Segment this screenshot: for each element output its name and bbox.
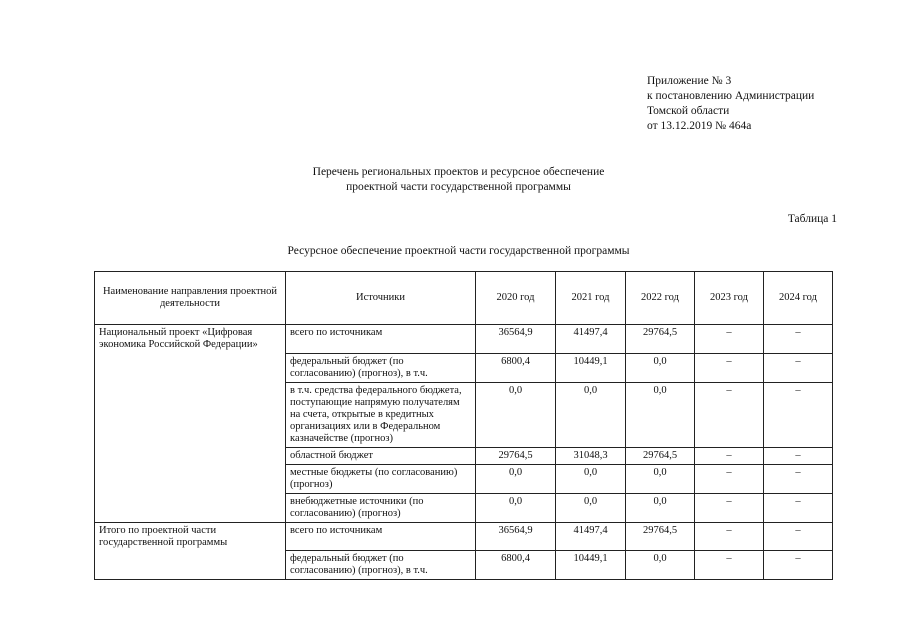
source-cell: областной бюджет [286, 447, 476, 464]
direction-cell: Национальный проект «Цифровая экономика Российской Федерации» [95, 325, 286, 354]
value-2023: – [695, 522, 764, 551]
value-2024: – [764, 325, 833, 354]
value-2021: 41497,4 [556, 522, 626, 551]
value-2020: 0,0 [476, 382, 556, 447]
value-2022: 29764,5 [626, 522, 695, 551]
value-2023: – [695, 551, 764, 580]
direction-cell-continued [95, 353, 286, 382]
direction-cell-continued [95, 493, 286, 522]
value-2024: – [764, 353, 833, 382]
heading-line: Перечень региональных проектов и ресурсное обеспечение [312, 166, 605, 178]
appendix-header [647, 74, 814, 134]
value-2021: 10449,1 [556, 353, 626, 382]
heading-line: проектной части государственной программы [346, 181, 571, 193]
value-2021: 41497,4 [556, 325, 626, 354]
value-2021: 31048,3 [556, 447, 626, 464]
table-title-text: Ресурсное обеспечение проектной части государственной программы [287, 245, 630, 257]
appendix-line: Томской области [647, 105, 730, 117]
source-cell: всего по источникам [286, 522, 476, 551]
value-2020: 6800,4 [476, 551, 556, 580]
source-cell: внебюджетные источники (по согласованию) (прогноз) [286, 493, 476, 522]
value-2024: – [764, 493, 833, 522]
source-cell: федеральный бюджет (по согласованию) (прогноз), в т.ч. [286, 353, 476, 382]
value-2022: 0,0 [626, 493, 695, 522]
header-direction: Наименование направления проектной деятельности [95, 272, 286, 325]
value-2022: 29764,5 [626, 325, 695, 354]
header-2021: 2021 год [556, 272, 626, 325]
value-2023: – [695, 382, 764, 447]
value-2022: 0,0 [626, 353, 695, 382]
value-2022: 0,0 [626, 464, 695, 493]
value-2022: 0,0 [626, 382, 695, 447]
value-2023: – [695, 353, 764, 382]
value-2020: 36564,9 [476, 522, 556, 551]
value-2021: 0,0 [556, 493, 626, 522]
header-2023: 2023 год [695, 272, 764, 325]
source-cell: местные бюджеты (по согласованию) (прогноз) [286, 464, 476, 493]
table-header-row [95, 272, 833, 325]
table-row [95, 382, 833, 447]
direction-cell: Итого по проектной части государственной программы [95, 522, 286, 551]
table-number: Таблица 1 [787, 213, 837, 225]
direction-cell-continued [95, 551, 286, 580]
value-2020: 29764,5 [476, 447, 556, 464]
value-2020: 0,0 [476, 464, 556, 493]
table-row [95, 522, 833, 551]
value-2024: – [764, 447, 833, 464]
header-2022: 2022 год [626, 272, 695, 325]
table-row [95, 353, 833, 382]
value-2020: 6800,4 [476, 353, 556, 382]
direction-cell-continued [95, 447, 286, 464]
value-2024: – [764, 464, 833, 493]
appendix-line: к постановлению Администрации [647, 90, 815, 102]
value-2020: 0,0 [476, 493, 556, 522]
header-sources: Источники [286, 272, 476, 325]
value-2024: – [764, 522, 833, 551]
appendix-line: Приложение № 3 [647, 75, 732, 87]
resources-table [94, 271, 833, 580]
value-2024: – [764, 551, 833, 580]
table-row [95, 447, 833, 464]
source-cell: в т.ч. средства федерального бюджета, поступающие напрямую получателям на счета, открытые в кредитных организациях или в Федеральном казначействе (прогноз) [286, 382, 476, 447]
value-2022: 0,0 [626, 551, 695, 580]
value-2021: 0,0 [556, 464, 626, 493]
table-title [0, 244, 905, 259]
source-cell: федеральный бюджет (по согласованию) (прогноз), в т.ч. [286, 551, 476, 580]
value-2021: 10449,1 [556, 551, 626, 580]
value-2023: – [695, 464, 764, 493]
table-row [95, 325, 833, 354]
header-2024: 2024 год [764, 272, 833, 325]
value-2020: 36564,9 [476, 325, 556, 354]
value-2023: – [695, 493, 764, 522]
value-2022: 29764,5 [626, 447, 695, 464]
direction-cell-continued [95, 382, 286, 447]
value-2023: – [695, 447, 764, 464]
table-row [95, 464, 833, 493]
value-2021: 0,0 [556, 382, 626, 447]
direction-cell-continued [95, 464, 286, 493]
table-row [95, 551, 833, 580]
value-2023: – [695, 325, 764, 354]
source-cell: всего по источникам [286, 325, 476, 354]
value-2024: – [764, 382, 833, 447]
table-row [95, 493, 833, 522]
header-2020: 2020 год [476, 272, 556, 325]
appendix-line: от 13.12.2019 № 464а [647, 120, 752, 132]
document-heading [0, 165, 905, 195]
